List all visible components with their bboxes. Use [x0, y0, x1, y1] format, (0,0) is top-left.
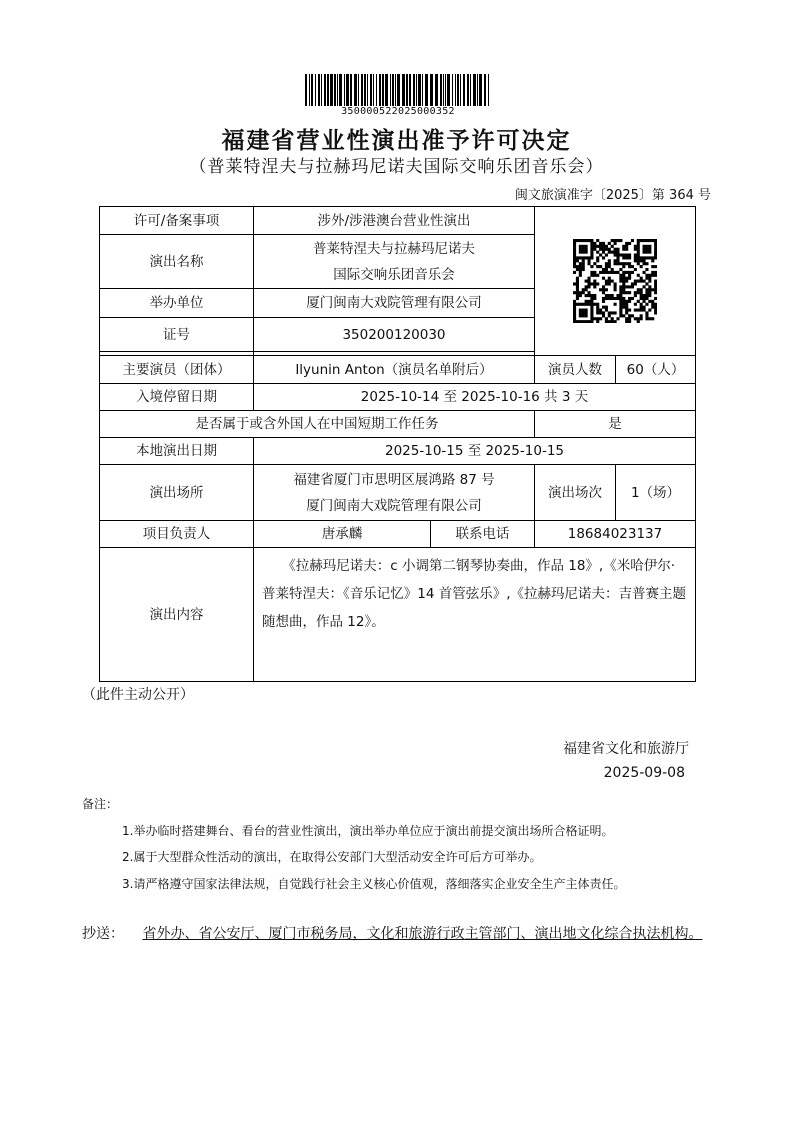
- venue-label: 演出场所: [100, 465, 254, 521]
- performer-value: Ilyunin Anton（演员名单附后）: [254, 356, 535, 384]
- issuer: 福建省文化和旅游厅: [563, 741, 689, 757]
- organizer-value: 厦门闽南大戏院管理有限公司: [254, 289, 535, 318]
- sessions-value: 1（场）: [616, 465, 696, 521]
- venue-line-1: 福建省厦门市思明区展鸿路 87 号: [293, 471, 495, 488]
- cc-section: [82, 921, 712, 947]
- performer-label: 主要演员（团体）: [100, 356, 254, 384]
- permit-type-value: 涉外/涉港澳台营业性演出: [254, 207, 535, 235]
- phone-label: 联系电话: [431, 521, 535, 548]
- foreign-work-label: 是否属于或含外国人在中国短期工作任务: [100, 411, 535, 438]
- barcode-number: 350000522025000352: [341, 106, 455, 117]
- note-item: 3.请严格遵守国家法律法规，自觉践行社会主义核心价值观，落细落实企业安全生产主体责任。: [122, 877, 626, 891]
- document-title: 福建省营业性演出准予许可决定: [221, 128, 572, 154]
- permit-table: [99, 206, 696, 682]
- stay-value: 2025-10-14 至 2025-10-16 共 3 天: [254, 384, 696, 411]
- show-name-value: [254, 235, 535, 289]
- public-notice: （此件主动公开）: [82, 687, 194, 703]
- venue-line-2: 厦门闽南大戏院管理有限公司: [306, 497, 482, 514]
- local-date-label: 本地演出日期: [100, 438, 254, 465]
- headcount-label: 演员人数: [535, 356, 616, 384]
- notes-title: 备注：: [82, 797, 119, 811]
- manager-value: 唐承麟: [254, 521, 431, 548]
- document-subtitle: （普莱特涅夫与拉赫玛尼诺夫国际交响乐团音乐会）: [189, 157, 604, 177]
- barcode: [305, 74, 491, 106]
- note-item: 1.举办临时搭建舞台、看台的营业性演出，演出举办单位应于演出前提交演出场所合格证明。: [122, 824, 614, 838]
- content-value: 《拉赫玛尼诺夫：c 小调第二钢琴协奏曲，作品 18》,《米哈伊尔·普莱特涅夫：《音乐记忆》14 首管弦乐》,《拉赫玛尼诺夫：吉普赛主题随想曲，作品 12》。: [254, 548, 696, 682]
- headcount-value: 60（人）: [616, 356, 696, 384]
- organizer-label: 举办单位: [100, 289, 254, 318]
- show-name-label: 演出名称: [100, 235, 254, 289]
- phone-value: 18684023137: [535, 521, 696, 548]
- note-item: 2.属于大型群众性活动的演出，在取得公安部门大型活动安全许可后方可举办。: [122, 850, 542, 864]
- local-date-value: 2025-10-15 至 2025-10-15: [254, 438, 696, 465]
- qr-code-cell: [535, 207, 696, 356]
- cc-label: 抄送：: [82, 926, 124, 942]
- venue-value: [254, 465, 535, 521]
- qr-code: [573, 239, 657, 323]
- license-label: 证号: [100, 318, 254, 352]
- permit-type-label: 许可/备案事项: [100, 207, 254, 235]
- cc-value: 省外办、省公安厅、厦门市税务局，文化和旅游行政主管部门、演出地文化综合执法机构。: [142, 926, 703, 942]
- stay-label: 入境停留日期: [100, 384, 254, 411]
- document-number: 闽文旅演准字〔2025〕第 364 号: [514, 188, 711, 203]
- foreign-work-value: 是: [535, 411, 696, 438]
- show-name-line-2: 国际交响乐团音乐会: [333, 266, 455, 283]
- license-value: 350200120030: [254, 318, 535, 352]
- show-name-line-1: 普莱特涅夫与拉赫玛尼诺夫: [313, 240, 475, 257]
- manager-label: 项目负责人: [100, 521, 254, 548]
- content-label: 演出内容: [100, 548, 254, 682]
- issue-date: 2025-09-08: [603, 765, 685, 781]
- sessions-label: 演出场次: [535, 465, 616, 521]
